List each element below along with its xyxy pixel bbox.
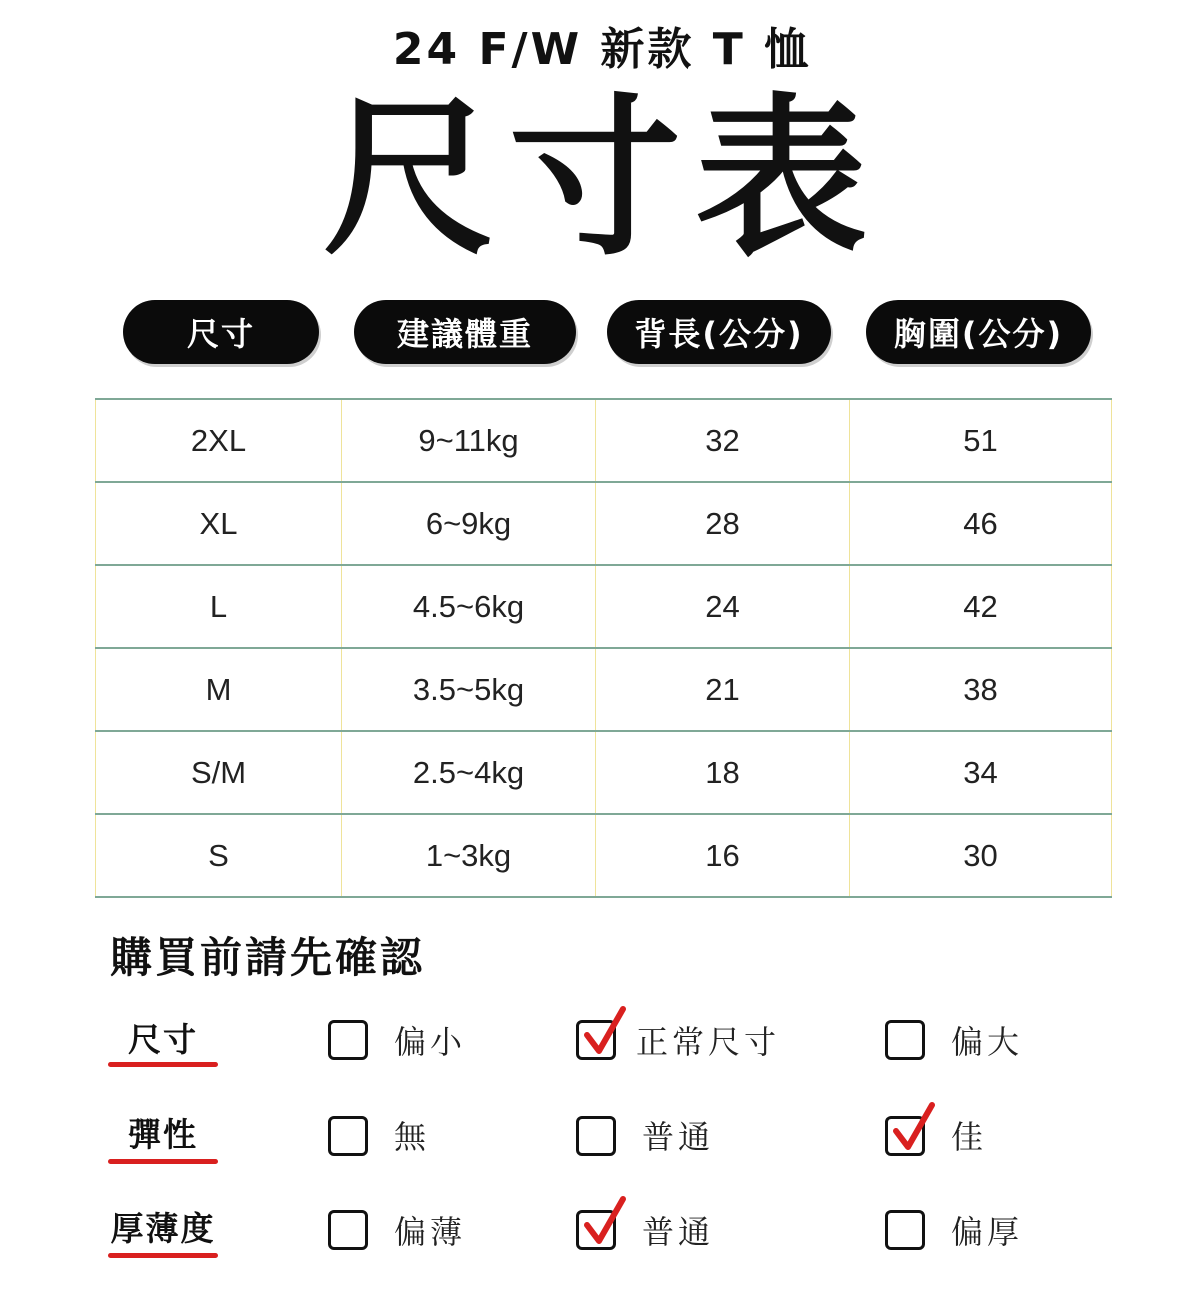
option-label-size-large: 偏大 bbox=[951, 1023, 1024, 1061]
option-label-thickness-thin: 偏薄 bbox=[394, 1213, 467, 1251]
confirm-label-elasticity: 彈性 bbox=[128, 1115, 198, 1154]
table-row bbox=[96, 482, 1112, 565]
confirm-label-thickness: 厚薄度 bbox=[110, 1209, 216, 1248]
cell-size: S/M bbox=[96, 731, 342, 814]
cell-size: XL bbox=[96, 482, 342, 565]
cell-weight: 2.5~4kg bbox=[342, 731, 596, 814]
checkbox-thickness-thick[interactable] bbox=[885, 1210, 925, 1250]
cell-size: M bbox=[96, 648, 342, 731]
red-checkmark-icon bbox=[581, 1005, 631, 1061]
checkbox-elasticity-normal[interactable] bbox=[576, 1116, 616, 1156]
checkbox-thickness-normal[interactable] bbox=[576, 1210, 616, 1250]
red-checkmark-icon bbox=[581, 1195, 631, 1251]
label-underline bbox=[108, 1253, 218, 1258]
header-pill-chest: 胸圍(公分) bbox=[866, 300, 1091, 364]
cell-chest: 34 bbox=[850, 731, 1112, 814]
option-label-elasticity-good: 佳 bbox=[951, 1118, 988, 1156]
red-checkmark-icon bbox=[890, 1101, 940, 1157]
option-label-size-small: 偏小 bbox=[394, 1023, 467, 1061]
cell-back-length: 24 bbox=[596, 565, 850, 648]
cell-back-length: 16 bbox=[596, 814, 850, 897]
checkbox-thickness-thin[interactable] bbox=[328, 1210, 368, 1250]
label-underline bbox=[108, 1062, 218, 1067]
cell-weight: 6~9kg bbox=[342, 482, 596, 565]
page-title: 尺寸表 bbox=[323, 78, 881, 279]
option-label-elasticity-normal: 普通 bbox=[642, 1118, 715, 1156]
cell-back-length: 21 bbox=[596, 648, 850, 731]
confirm-label-size: 尺寸 bbox=[128, 1020, 198, 1059]
cell-chest: 51 bbox=[850, 399, 1112, 482]
header-pill-size: 尺寸 bbox=[123, 300, 319, 364]
cell-chest: 42 bbox=[850, 565, 1112, 648]
checkbox-elasticity-none[interactable] bbox=[328, 1116, 368, 1156]
option-label-size-normal: 正常尺寸 bbox=[636, 1023, 781, 1061]
option-label-elasticity-none: 無 bbox=[394, 1118, 431, 1156]
label-underline bbox=[108, 1159, 218, 1164]
option-label-thickness-normal: 普通 bbox=[642, 1213, 715, 1251]
cell-chest: 38 bbox=[850, 648, 1112, 731]
checkbox-elasticity-good[interactable] bbox=[885, 1116, 925, 1156]
cell-chest: 30 bbox=[850, 814, 1112, 897]
cell-size: L bbox=[96, 565, 342, 648]
cell-weight: 4.5~6kg bbox=[342, 565, 596, 648]
option-label-thickness-thick: 偏厚 bbox=[951, 1213, 1024, 1251]
cell-weight: 3.5~5kg bbox=[342, 648, 596, 731]
table-row bbox=[96, 731, 1112, 814]
cell-chest: 46 bbox=[850, 482, 1112, 565]
table-row bbox=[96, 399, 1112, 482]
cell-size: 2XL bbox=[96, 399, 342, 482]
header-pill-weight: 建議體重 bbox=[354, 300, 576, 364]
cell-weight: 1~3kg bbox=[342, 814, 596, 897]
table-row bbox=[96, 814, 1112, 897]
cell-back-length: 32 bbox=[596, 399, 850, 482]
checkbox-size-normal[interactable] bbox=[576, 1020, 616, 1060]
cell-back-length: 18 bbox=[596, 731, 850, 814]
size-table bbox=[95, 398, 1112, 898]
table-row bbox=[96, 565, 1112, 648]
page-subtitle: 24 F/W 新款 T 恤 bbox=[392, 24, 812, 75]
header-pill-back-length: 背長(公分) bbox=[607, 300, 831, 364]
cell-size: S bbox=[96, 814, 342, 897]
confirm-section-title: 購買前請先確認 bbox=[110, 933, 426, 982]
cell-back-length: 28 bbox=[596, 482, 850, 565]
checkbox-size-small[interactable] bbox=[328, 1020, 368, 1060]
table-row bbox=[96, 648, 1112, 731]
cell-weight: 9~11kg bbox=[342, 399, 596, 482]
checkbox-size-large[interactable] bbox=[885, 1020, 925, 1060]
